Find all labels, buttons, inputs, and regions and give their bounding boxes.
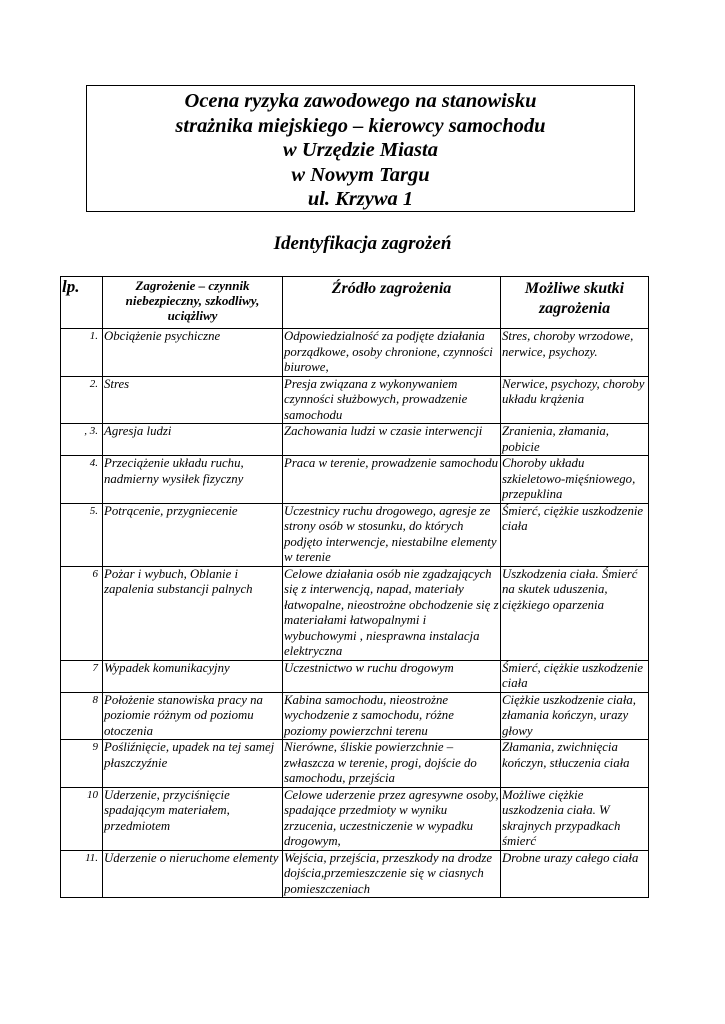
row-lp: 10 <box>61 787 103 850</box>
row-hazard: Obciążenie psychiczne <box>103 329 283 377</box>
row-effects: Śmierć, ciężkie uszkodzenie ciała <box>501 503 649 566</box>
row-source: Wejścia, przejścia, przeszkody na drodze dojścia,przemieszczenie się w ciasnych pomieszczeniach <box>283 850 501 898</box>
row-hazard: Uderzenie o nieruchome elementy <box>103 850 283 898</box>
row-hazard: Agresja ludzi <box>103 424 283 456</box>
header-hazard: Zagrożenie – czynnik niebezpieczny, szkodliwy, uciążliwy <box>103 277 283 329</box>
title-line: Ocena ryzyka zawodowego na stanowisku <box>184 90 537 112</box>
row-lp: 4. <box>61 456 103 504</box>
row-lp: 9 <box>61 740 103 788</box>
row-source: Odpowiedzialność za podjęte działania porządkowe, osoby chronione, czynności biurowe, <box>283 329 501 377</box>
row-lp: 1. <box>61 329 103 377</box>
row-effects: Złamania, zwichnięcia kończyn, stłuczenia ciała <box>501 740 649 788</box>
row-lp: 6 <box>61 566 103 660</box>
row-lp: 5. <box>61 503 103 566</box>
row-hazard: Potrącenie, przygniecenie <box>103 503 283 566</box>
document-title <box>86 85 635 212</box>
table-row <box>61 329 649 377</box>
table-row <box>61 660 649 692</box>
header-effects: Możliwe skutki zagrożenia <box>501 277 649 329</box>
row-source: Kabina samochodu, nieostrożne wychodzenie z samochodu, różne poziomy powierzchni terenu <box>283 692 501 740</box>
table-header-row <box>61 277 649 329</box>
row-effects: Zranienia, złamania, pobicie <box>501 424 649 456</box>
header-source: Źródło zagrożenia <box>283 277 501 329</box>
row-source: Celowe działania osób nie zgadzających się z interwencją, napad, materiały łatwopalne, nieostrożne obchodzenie się z materiałami łatwopalnymi i wybuchowymi , niesprawna instalacja elektryczna <box>284 566 499 658</box>
table-row <box>61 503 649 566</box>
row-effects: Choroby układu szkieletowo-mięśniowego, przepuklina <box>501 456 649 504</box>
table-row <box>61 424 649 456</box>
table-row <box>61 740 649 788</box>
table-row <box>61 376 649 424</box>
row-source: Uczestnictwo w ruchu drogowym <box>283 660 501 692</box>
row-source: Nierówne, śliskie powierzchnie – zwłaszcza w terenie, progi, dojście do samochodu, przejścia <box>283 740 501 788</box>
table-row <box>61 850 649 898</box>
row-source: Celowe uderzenie przez agresywne osoby, spadające przedmioty w wyniku zrzucenia, uczestniczenie w wypadku drogowym, <box>284 787 499 848</box>
title-line: strażnika miejskiego – kierowcy samochodu <box>175 114 546 137</box>
table-row <box>61 456 649 504</box>
table-row <box>61 692 649 740</box>
row-effects: Możliwe ciężkie uszkodzenia ciała. W skrajnych przypadkach śmierć <box>501 787 649 850</box>
row-hazard: Przeciążenie układu ruchu, nadmierny wysiłek fizyczny <box>103 456 283 504</box>
table-row <box>61 566 649 660</box>
row-effects: Śmierć, ciężkie uszkodzenie ciała <box>501 660 649 692</box>
row-effects: Drobne urazy całego ciała <box>501 850 649 898</box>
row-source: Zachowania ludzi w czasie interwencji <box>283 424 501 456</box>
row-lp: 2. <box>61 376 103 424</box>
row-hazard: Uderzenie, przyciśnięcie spadającym materiałem, przedmiotem <box>103 787 283 850</box>
row-effects: Uszkodzenia ciała. Śmierć na skutek uduszenia, ciężkiego oparzenia <box>501 566 649 660</box>
row-source: Presja związana z wykonywaniem czynności służbowych, prowadzenie samochodu <box>283 376 501 424</box>
row-source: Praca w terenie, prowadzenie samochodu <box>283 456 501 504</box>
row-hazard: Pośliźnięcie, upadek na tej samej płaszczyźnie <box>103 740 283 788</box>
section-heading: Identyfikacja zagrożeń <box>273 233 452 254</box>
title-line: w Nowym Targu <box>291 163 430 186</box>
row-source: Uczestnicy ruchu drogowego, agresje ze strony osób w stosunku, do których podjęto interwencje, niestabilne elementy w terenie <box>283 503 501 566</box>
row-hazard: Położenie stanowiska pracy na poziomie różnym od poziomu otoczenia <box>103 692 283 740</box>
title-line: w Urzędzie Miasta <box>283 139 438 161</box>
hazard-table <box>60 276 649 898</box>
table-row <box>61 787 649 850</box>
row-hazard: Stres <box>103 376 283 424</box>
row-hazard: Wypadek komunikacyjny <box>103 660 283 692</box>
row-effects: Ciężkie uszkodzenie ciała, złamania kończyn, urazy głowy <box>501 692 649 740</box>
row-effects: Stres, choroby wrzodowe, nerwice, psychozy. <box>501 329 649 377</box>
row-hazard: Pożar i wybuch, Oblanie i zapalenia substancji palnych <box>103 566 283 660</box>
row-lp: 8 <box>61 692 103 740</box>
header-lp: lp. <box>61 277 103 329</box>
row-lp: 11. <box>61 850 103 898</box>
row-effects: Nerwice, psychozy, choroby układu krążenia <box>501 376 649 424</box>
title-line: ul. Krzywa 1 <box>307 188 414 210</box>
row-lp: , 3. <box>61 424 103 456</box>
row-lp: 7 <box>61 660 103 692</box>
